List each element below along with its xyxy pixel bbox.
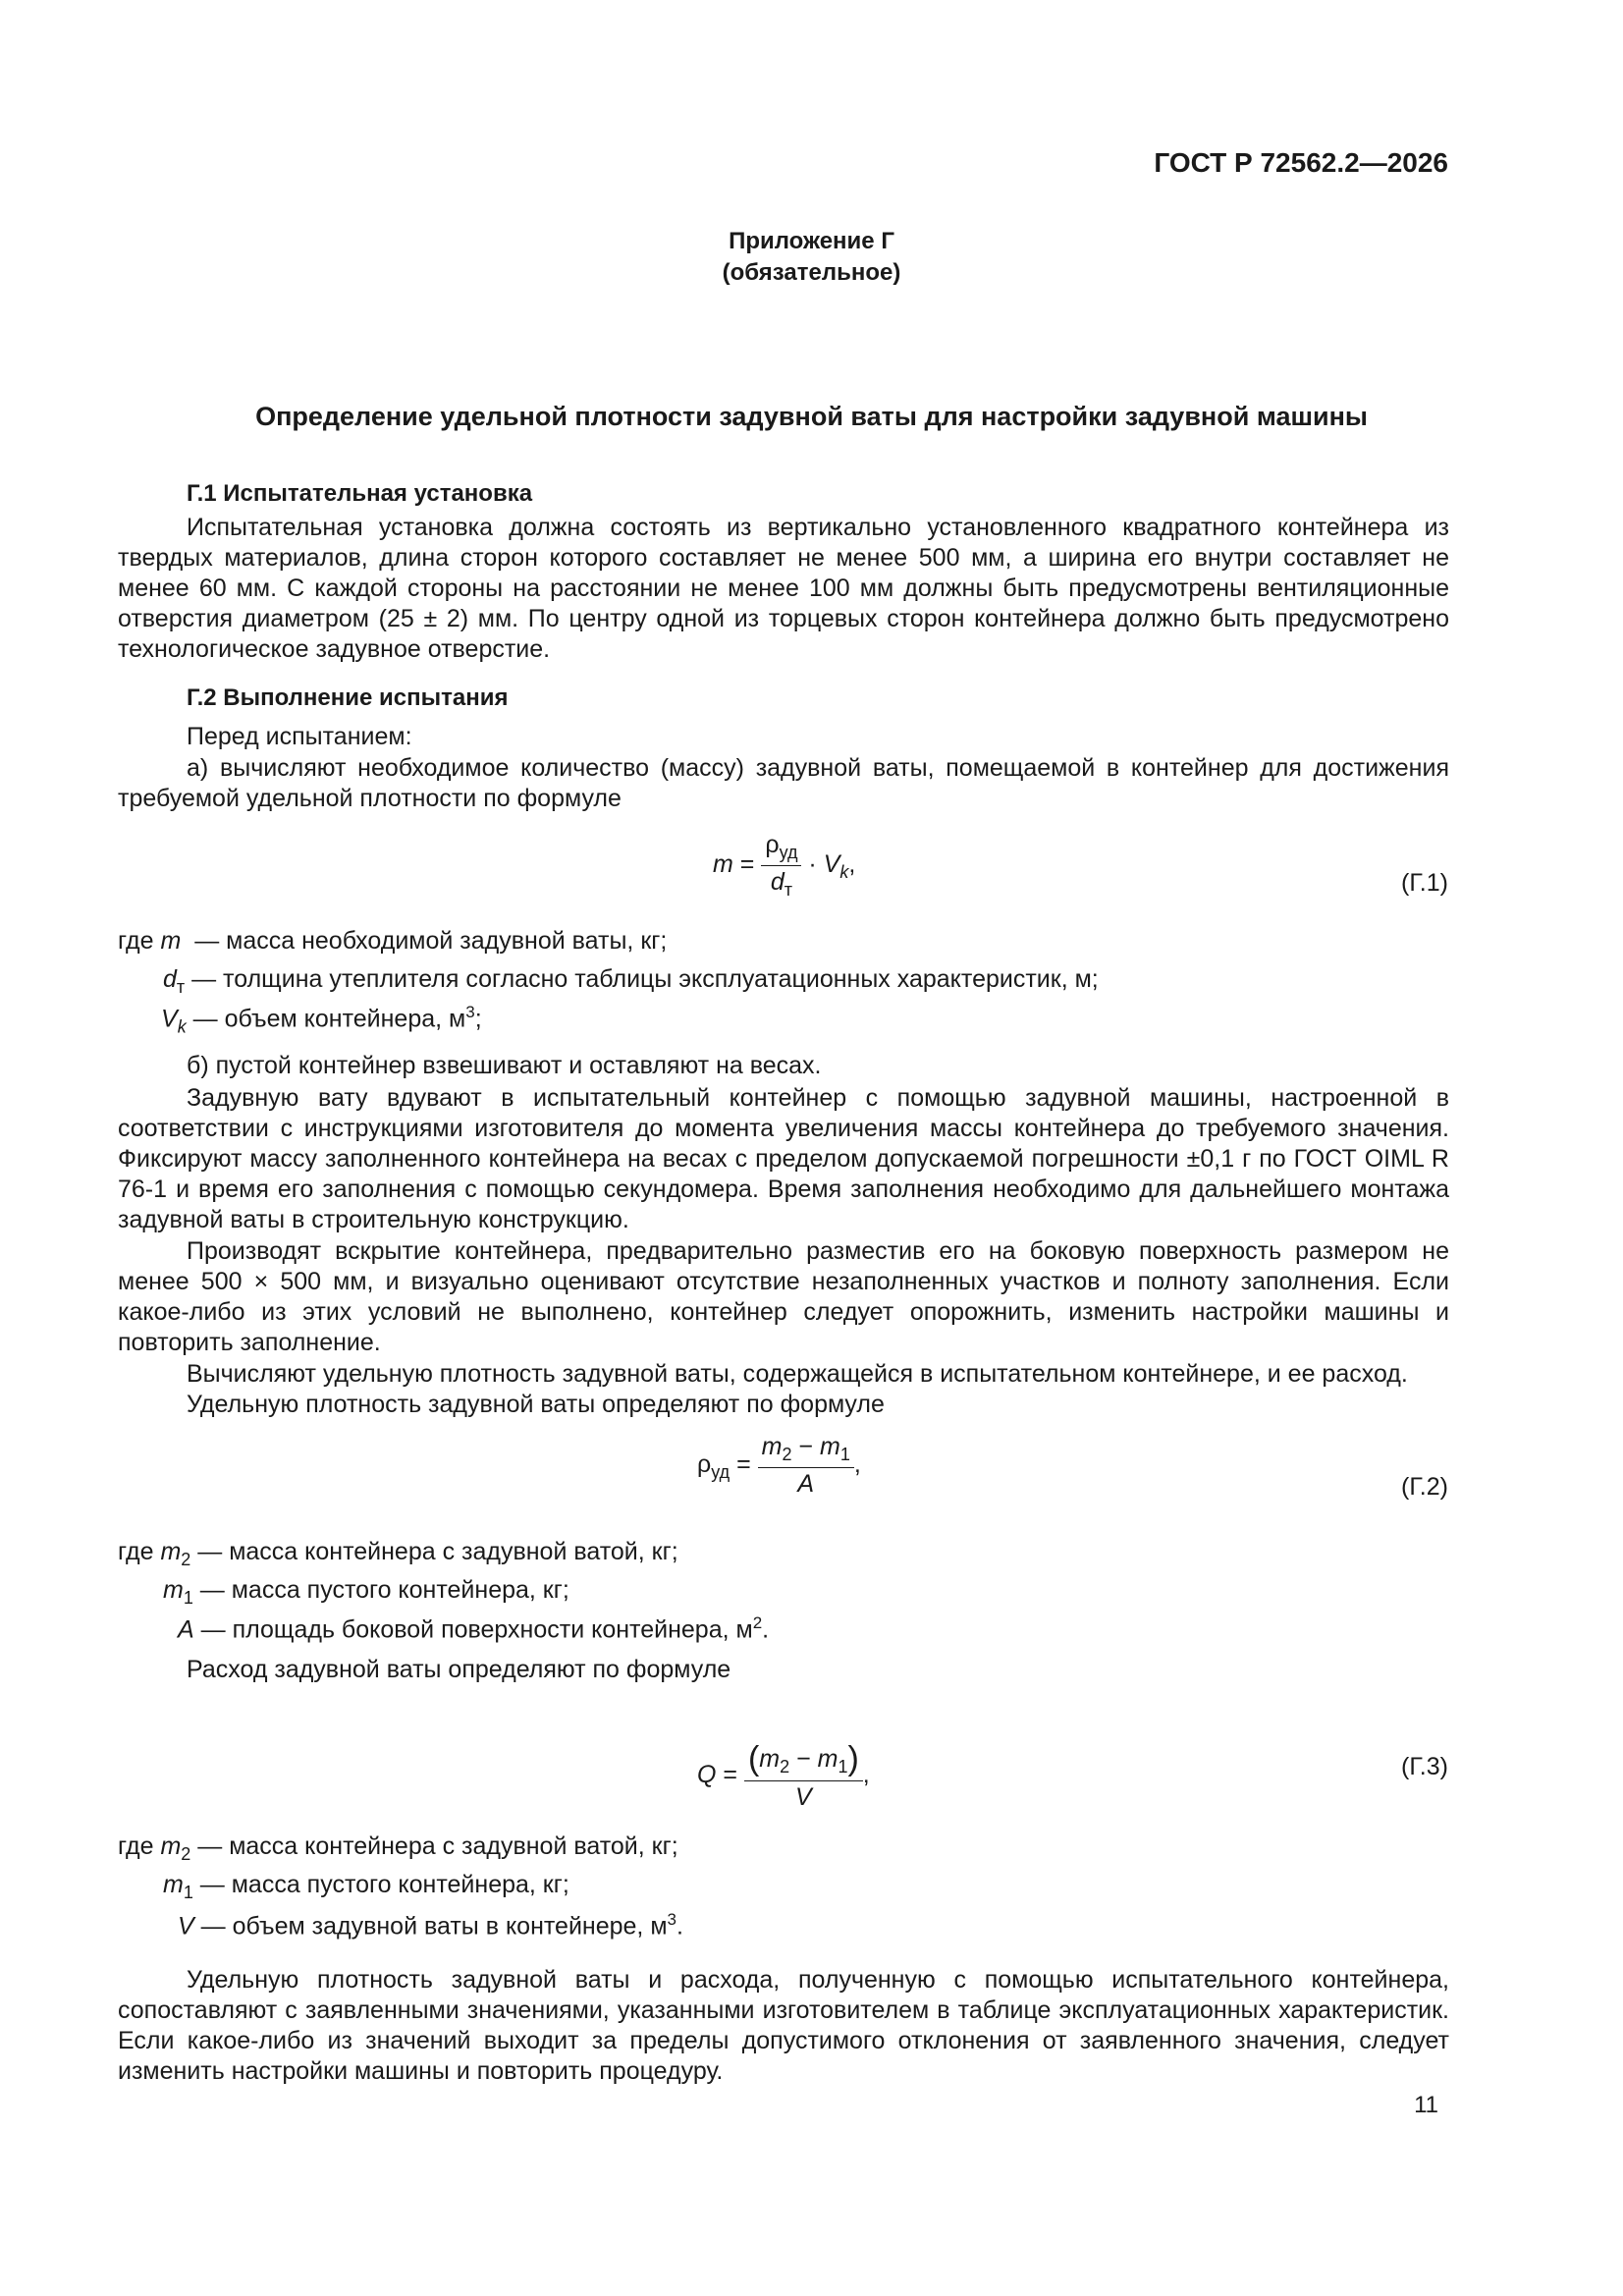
formula-g2: $\rho_{уд}$ = $\frac{m_2 - m_1}{A}$ , [697, 1433, 861, 1498]
page-number: 11 [1414, 2092, 1438, 2118]
def-v: V — объем задувной ваты в контейнере, $м^3$. [178, 1910, 683, 1941]
def-a: A — площадь боковой поверхности контейнера, $м^2$. [178, 1613, 770, 1644]
blow-paragraph: Задувную вату вдувают в испытательный контейнер с помощью задувной машины, настроенной в соответствии с инструкциями изготовителя до момента увеличения массы контейнера до требуемого значения. Фиксируют массу заполненного контейнера на весах с пределом допускаемой погрешности ±0,1 г по ГОСТ OIML R 76-1 и время его заполнения с помощью секундомера. Время заполнения необходимо для дальнейшего монтажа задувной ваты в строительную конструкцию. [118, 1084, 1449, 1233]
formula-g3-number: (Г.3) [1401, 1753, 1448, 1780]
def-d-t: $d_т$ — толщина утеплителя согласно таблицы эксплуатационных характеристик, м; [163, 965, 1099, 997]
section-g1-heading: Г.1 Испытательная установка [187, 480, 533, 507]
annex-label: Приложение Г [729, 228, 894, 254]
flow-intro-text: Расход задувной ваты определяют по формуле [187, 1656, 731, 1683]
before-test-text: Перед испытанием: [187, 723, 412, 750]
def-m1: $m_1$ — масса пустого контейнера, кг; [163, 1576, 569, 1608]
formula-g2-number: (Г.2) [1401, 1473, 1448, 1501]
item-b-text: б) пустой контейнер взвешивают и оставляют на весах. [187, 1052, 822, 1079]
final-paragraph: Удельную плотность задувной ваты и расхода, полученную с помощью испытательного контейнера, сопоставляют с заявленными значениями, указанными изготовителем в таблице эксплуатационных характеристик. Если какое-либо из значений выходит за пределы допустимого отклонения от заявленного значения, следует изменить настройки машины и повторить процедуру. [118, 1966, 1449, 2085]
calc-text: Вычисляют удельную плотность задувной ваты, содержащейся в испытательном контейнере, и ее расход. [187, 1360, 1408, 1388]
document-code: ГОСТ Р 72562.2—2026 [1154, 147, 1448, 178]
def-m2-flow: где $m_2$ — масса контейнера с задувной ватой, кг; [118, 1832, 678, 1864]
density-intro-text: Удельную плотность задувной ваты определяют по формуле [187, 1391, 885, 1418]
def-m: где m — масса необходимой задувной ваты, кг; [118, 927, 668, 955]
formula-g1-number: (Г.1) [1401, 869, 1448, 897]
open-paragraph: Производят вскрытие контейнера, предварительно разместив его на боковую поверхность размером не менее 500 × 500 мм, и визуально оценивают отсутствие незаполненных участков и полноту заполнения. Если какое-либо из этих условий не выполнено, контейнер следует опорожнить, изменить настройки машины и повторить заполнение. [118, 1237, 1449, 1356]
annex-status: (обязательное) [722, 259, 901, 286]
section-g2-heading: Г.2 Выполнение испытания [187, 684, 509, 711]
formula-g1: m = $\frac{\rho_{уд}}{d_т}$ · $V_k$, [713, 831, 856, 900]
annex-title: Определение удельной плотности задувной ваты для настройки задувной машины [255, 402, 1368, 431]
def-m2: где $m_2$ — масса контейнера с задувной ватой, кг; [118, 1538, 678, 1569]
def-v-k: $V_k$ — объем контейнера, $м^3$; [161, 1003, 482, 1037]
item-a-text: а) вычисляют необходимое количество (массу) задувной ваты, помещаемой в контейнер для достижения требуемой удельной плотности по формуле [118, 754, 1449, 812]
section-g1-text: Испытательная установка должна состоять из вертикально установленного квадратного контейнера из твердых материалов, длина сторон которого составляет не менее 500 мм, а ширина его внутри составляет не менее 60 мм. С каждой стороны на расстоянии не менее 100 мм должны быть предусмотрены вентиляционные отверстия диаметром (25 ± 2) мм. По центру одной из торцевых сторон контейнера должно быть предусмотрено технологическое задувное отверстие. [118, 514, 1449, 663]
def-m1-flow: $m_1$ — масса пустого контейнера, кг; [163, 1871, 569, 1902]
formula-g3: Q = $\frac{(m_2 - m_1)}{V}$ , [697, 1740, 870, 1811]
